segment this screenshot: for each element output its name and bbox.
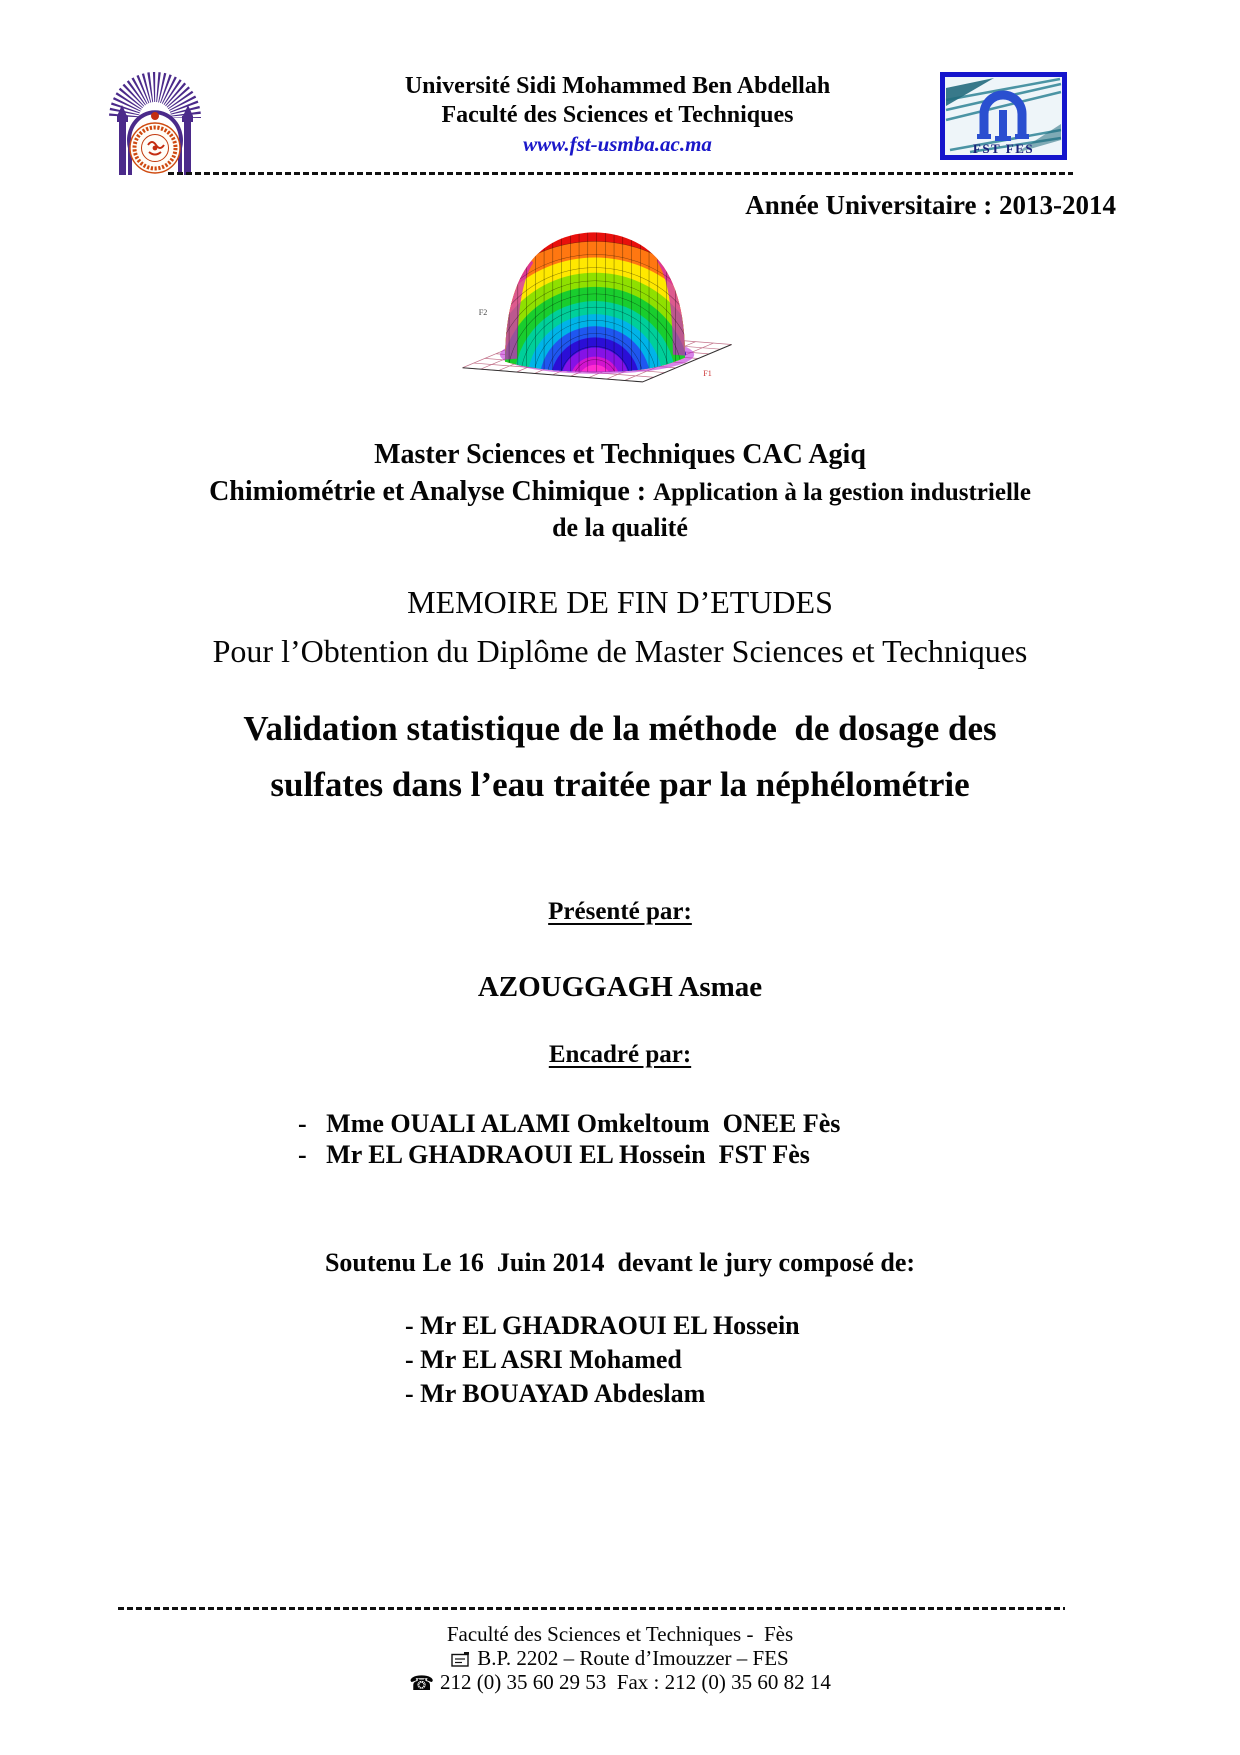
program-line-2-sub: Application à la gestion industrielle [653, 479, 1031, 506]
author-name: AZOUGGAGH Asmae [477, 971, 763, 1003]
academic-year: Année Universitaire : 2013-2014 [745, 190, 1116, 220]
website-link: www.fst-usmba.ac.ma [523, 132, 712, 156]
supervisor-item: - Mme OUALI ALAMI Omkeltoum ONEE Fès [298, 1109, 841, 1138]
faculty-name: Faculté des Sciences et Techniques [441, 102, 794, 128]
axis-label-f2: F2 [478, 308, 488, 318]
jury-list [405, 1309, 800, 1411]
memoire-heading: MEMOIRE DE FIN D’ETUDES [407, 584, 833, 620]
fst-fes-logo [940, 72, 1067, 160]
footer-address-row [0, 1646, 1240, 1670]
footer-block [0, 1622, 1240, 1695]
memoire-subheading: Pour l’Obtention du Diplôme de Master Sciences et Techniques [212, 633, 1028, 669]
mail-icon [451, 1651, 471, 1667]
phone-icon: ☎ [409, 1671, 435, 1695]
supervisor-item: - Mr EL GHADRAOUI EL Hossein FST Fès [298, 1140, 810, 1169]
program-line-3: de la qualité [552, 513, 688, 542]
program-line-2 [0, 474, 1240, 511]
footer-address: B.P. 2202 – Route d’Imouzzer – FES [477, 1646, 789, 1670]
program-line-2-main: Chimiométrie et Analyse Chimique : [209, 476, 654, 507]
thesis-title-line-2: sulfates dans l’eau traitée par la néphélométrie [270, 765, 970, 804]
jury-member: - Mr BOUAYAD Abdeslam [405, 1379, 706, 1408]
footer-phone: 212 (0) 35 60 29 53 Fax : 212 (0) 35 60 82 14 [440, 1670, 831, 1694]
footer-phone-row [0, 1670, 1240, 1695]
fst-logo-caption: FST FES [972, 141, 1035, 156]
supervisor-list [298, 1108, 840, 1170]
footer-divider-dashes [118, 1607, 1065, 1610]
axis-label-f1: F1 [703, 368, 712, 378]
presented-by-label: Présenté par: [548, 898, 692, 925]
thesis-title-line-1: Validation statistique de la méthode de dosage des [243, 709, 997, 748]
header-divider-dashes [168, 172, 1073, 175]
supervised-by-label: Encadré par: [548, 1041, 692, 1068]
jury-member: - Mr EL GHADRAOUI EL Hossein [405, 1311, 800, 1340]
defense-intro: Soutenu Le 16 Juin 2014 devant le jury composé de: [324, 1248, 916, 1277]
program-line-1: Master Sciences et Techniques CAC Agiq [374, 439, 866, 470]
university-name: Université Sidi Mohammed Ben Abdellah [404, 73, 831, 99]
jury-member: - Mr EL ASRI Mohamed [405, 1345, 682, 1374]
footer-faculty: Faculté des Sciences et Techniques - Fès [446, 1622, 794, 1646]
response-surface-figure [448, 210, 736, 390]
